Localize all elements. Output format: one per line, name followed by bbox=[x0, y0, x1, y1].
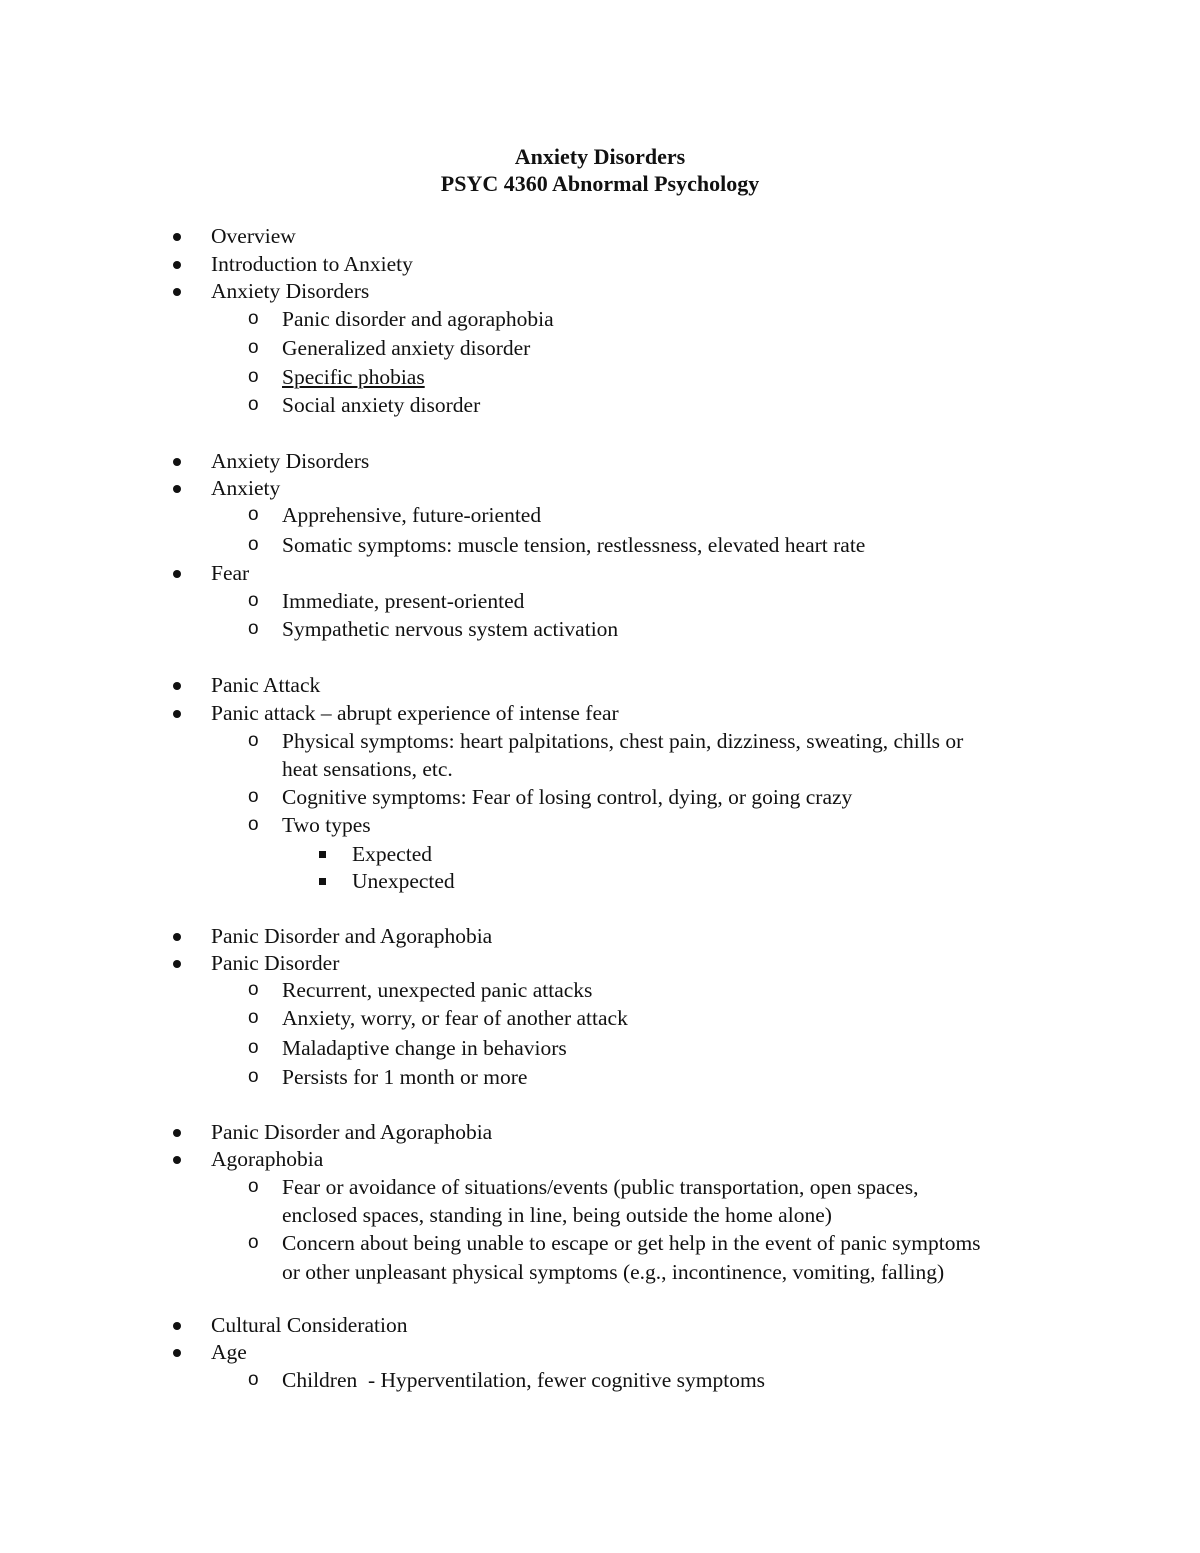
bullet-icon bbox=[173, 1118, 181, 1146]
circle-bullet-icon: o bbox=[248, 534, 259, 555]
list-item: Panic Attack bbox=[211, 673, 321, 697]
circle-bullet-icon: o bbox=[248, 308, 259, 329]
circle-bullet-icon: o bbox=[248, 1232, 259, 1253]
list-item: Introduction to Anxiety bbox=[211, 252, 413, 276]
circle-bullet-icon: o bbox=[248, 1037, 259, 1058]
bullet-icon bbox=[173, 1311, 181, 1339]
list-item: Panic Disorder and Agoraphobia bbox=[211, 924, 493, 948]
sub-list-item: Anxiety, worry, or fear of another attack bbox=[282, 1006, 628, 1030]
bullet-icon bbox=[173, 277, 181, 305]
circle-bullet-icon: o bbox=[248, 590, 259, 611]
list-item: Panic Disorder bbox=[211, 951, 340, 975]
bullet-icon bbox=[173, 474, 181, 502]
bullet-icon bbox=[173, 1338, 181, 1366]
list-item: Cultural Consideration bbox=[211, 1313, 408, 1337]
circle-bullet-icon: o bbox=[248, 1066, 259, 1087]
bullet-icon bbox=[173, 699, 181, 727]
sub-list-item-continuation: heat sensations, etc. bbox=[282, 757, 453, 781]
sub-list-item: Concern about being unable to escape or get help in the event of panic symptoms bbox=[282, 1231, 981, 1255]
circle-bullet-icon: o bbox=[248, 504, 259, 525]
sub-list-item: Recurrent, unexpected panic attacks bbox=[282, 978, 593, 1002]
list-item: Anxiety Disorders bbox=[211, 449, 370, 473]
sub-list-item-continuation: enclosed spaces, standing in line, being outside the home alone) bbox=[282, 1203, 832, 1227]
list-item: Anxiety Disorders bbox=[211, 279, 370, 303]
sub-list-item: Apprehensive, future-oriented bbox=[282, 503, 542, 527]
sub-list-item-continuation: or other unpleasant physical symptoms (e.g., incontinence, vomiting, falling) bbox=[282, 1260, 945, 1284]
bullet-icon bbox=[173, 559, 181, 587]
list-item: Age bbox=[211, 1340, 247, 1364]
square-bullet-icon bbox=[319, 867, 326, 895]
sub-list-item: Panic disorder and agoraphobia bbox=[282, 307, 554, 331]
circle-bullet-icon: o bbox=[248, 394, 259, 415]
circle-bullet-icon: o bbox=[248, 1176, 259, 1197]
list-item: Panic attack – abrupt experience of intense fear bbox=[211, 701, 619, 725]
list-item: Fear bbox=[211, 561, 250, 585]
sub-list-item: Immediate, present-oriented bbox=[282, 589, 525, 613]
circle-bullet-icon: o bbox=[248, 979, 259, 1000]
bullet-icon bbox=[173, 447, 181, 475]
square-bullet-icon bbox=[319, 840, 326, 868]
circle-bullet-icon: o bbox=[248, 1369, 259, 1390]
circle-bullet-icon: o bbox=[248, 730, 259, 751]
bullet-icon bbox=[173, 671, 181, 699]
circle-bullet-icon: o bbox=[248, 814, 259, 835]
sub-list-item: Two types bbox=[282, 813, 371, 837]
circle-bullet-icon: o bbox=[248, 1007, 259, 1028]
sub-list-item: Sympathetic nervous system activation bbox=[282, 617, 619, 641]
sub-list-item: Persists for 1 month or more bbox=[282, 1065, 528, 1089]
circle-bullet-icon: o bbox=[248, 786, 259, 807]
bullet-icon bbox=[173, 922, 181, 950]
bullet-icon bbox=[173, 222, 181, 250]
bullet-icon bbox=[173, 949, 181, 977]
sub-list-item: Cognitive symptoms: Fear of losing control, dying, or going crazy bbox=[282, 785, 853, 809]
circle-bullet-icon: o bbox=[248, 337, 259, 358]
list-item: Anxiety bbox=[211, 476, 281, 500]
list-item: Agoraphobia bbox=[211, 1147, 324, 1171]
sub-list-item: Physical symptoms: heart palpitations, chest pain, dizziness, sweating, chills or bbox=[282, 729, 964, 753]
sub-list-item-underlined: Specific phobias bbox=[282, 365, 425, 389]
course-title: PSYC 4360 Abnormal Psychology bbox=[440, 171, 760, 196]
sub-list-item: Generalized anxiety disorder bbox=[282, 336, 531, 360]
sub-list-item: Somatic symptoms: muscle tension, restlessness, elevated heart rate bbox=[282, 533, 866, 557]
bullet-icon bbox=[173, 1145, 181, 1173]
list-item: Panic Disorder and Agoraphobia bbox=[211, 1120, 493, 1144]
circle-bullet-icon: o bbox=[248, 366, 259, 387]
sub-list-item: Children - Hyperventilation, fewer cognitive symptoms bbox=[282, 1368, 766, 1392]
sub-sub-list-item: Expected bbox=[352, 842, 432, 866]
list-item: Overview bbox=[211, 224, 296, 248]
sub-list-item: Fear or avoidance of situations/events (public transportation, open spaces, bbox=[282, 1175, 919, 1199]
sub-list-item: Social anxiety disorder bbox=[282, 393, 481, 417]
sub-list-item: Maladaptive change in behaviors bbox=[282, 1036, 567, 1060]
sub-sub-list-item: Unexpected bbox=[352, 869, 455, 893]
bullet-icon bbox=[173, 250, 181, 278]
circle-bullet-icon: o bbox=[248, 618, 259, 639]
document-title: Anxiety Disorders bbox=[514, 144, 686, 169]
